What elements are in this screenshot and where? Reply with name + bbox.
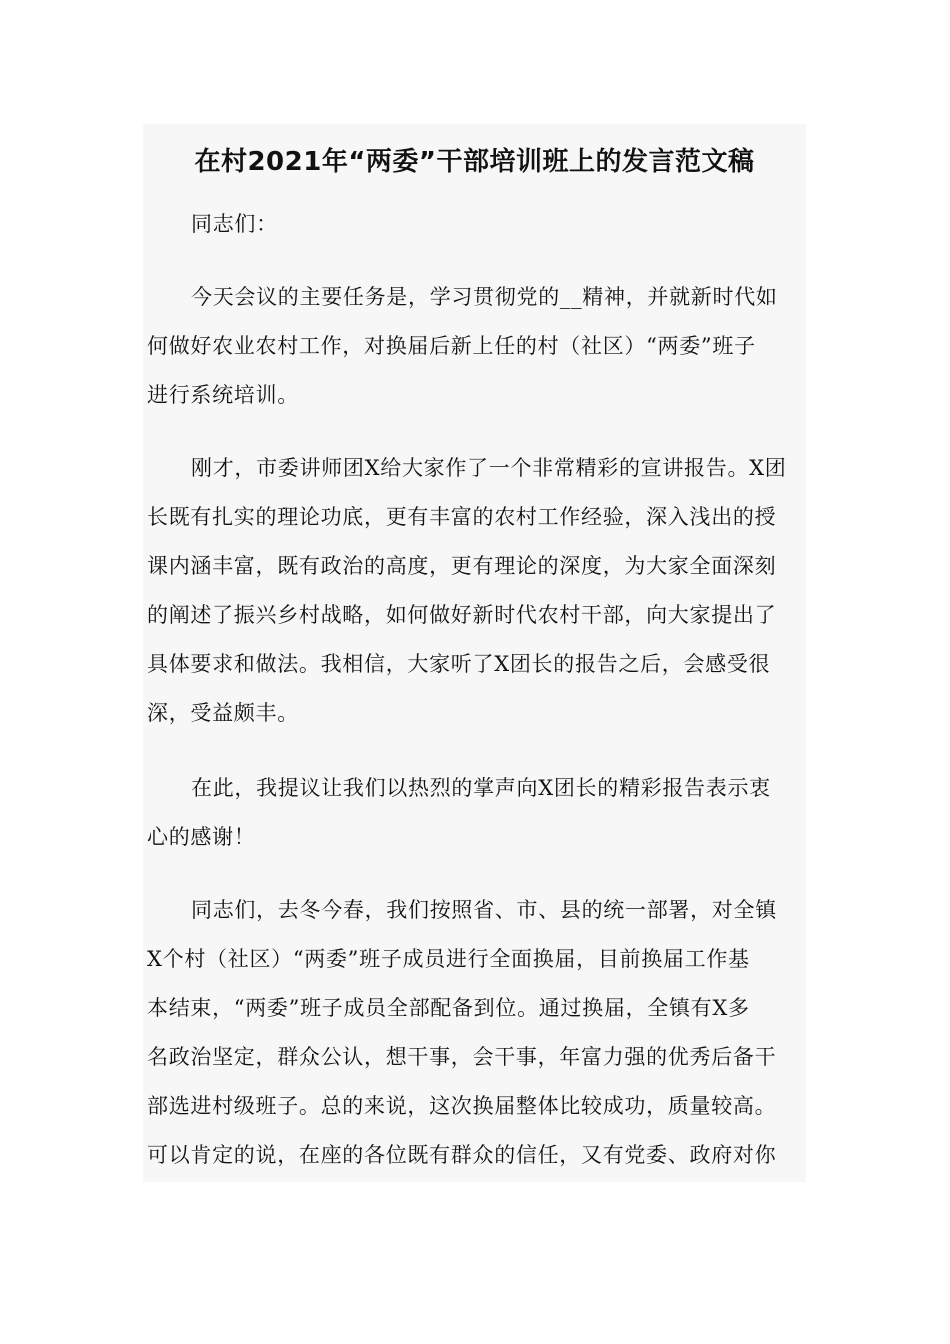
paragraph-line: 同志们，去冬今春，我们按照省、市、县的统一部署，对全镇 bbox=[191, 898, 777, 922]
paragraph-thanks bbox=[147, 764, 801, 862]
paragraph-line: 刚才，市委讲师团X给大家作了一个非常精彩的宣讲报告。X团 bbox=[191, 456, 787, 480]
paragraph-line: 同志们： bbox=[191, 212, 278, 236]
paragraph-line: 在此，我提议让我们以热烈的掌声向X团长的精彩报告表示衷 bbox=[191, 776, 771, 800]
paragraph-election-summary bbox=[147, 886, 801, 1180]
paragraph-line: 今天会议的主要任务是，学习贯彻党的__精神，并就新时代如 bbox=[191, 285, 778, 309]
paragraph-line: 具体要求和做法。我相信，大家听了X团长的报告之后，会感受很 bbox=[147, 652, 771, 676]
document-title: 在村2021年“两委”干部培训班上的发言范文稿 bbox=[194, 147, 755, 177]
paragraph-line: 的阐述了振兴乡村战略，如何做好新时代农村干部，向大家提出了 bbox=[147, 603, 777, 627]
paragraph-line: 可以肯定的说，在座的各位既有群众的信任，又有党委、政府对你 bbox=[147, 1143, 777, 1167]
paragraph-line: 进行系统培训。 bbox=[147, 383, 299, 407]
document-page bbox=[143, 124, 806, 1182]
paragraph-line: 课内涵丰富，既有政治的高度，更有理论的深度，为大家全面深刻 bbox=[147, 554, 777, 578]
paragraph-line: 何做好农业农村工作，对换届后新上任的村（社区）“两委”班子 bbox=[147, 334, 756, 358]
paragraph-line: 部选进村级班子。总的来说，这次换届整体比较成功，质量较高。 bbox=[147, 1094, 777, 1118]
paragraph-line: X个村（社区）“两委”班子成员进行全面换届，目前换届工作基 bbox=[147, 947, 750, 971]
paragraph-line: 心的感谢！ bbox=[147, 825, 256, 849]
paragraph-meeting-task bbox=[147, 273, 801, 420]
paragraph-line: 名政治坚定，群众公认，想干事，会干事，年富力强的优秀后备干 bbox=[147, 1045, 777, 1069]
paragraph-lecture-report bbox=[147, 444, 801, 738]
paragraph-line: 本结束，“两委”班子成员全部配备到位。通过换届，全镇有X多 bbox=[147, 996, 750, 1020]
paragraph-line: 长既有扎实的理论功底，更有丰富的农村工作经验，深入浅出的授 bbox=[147, 505, 777, 529]
paragraph-greeting bbox=[147, 200, 801, 249]
paragraph-line: 深，受益颇丰。 bbox=[147, 701, 299, 725]
